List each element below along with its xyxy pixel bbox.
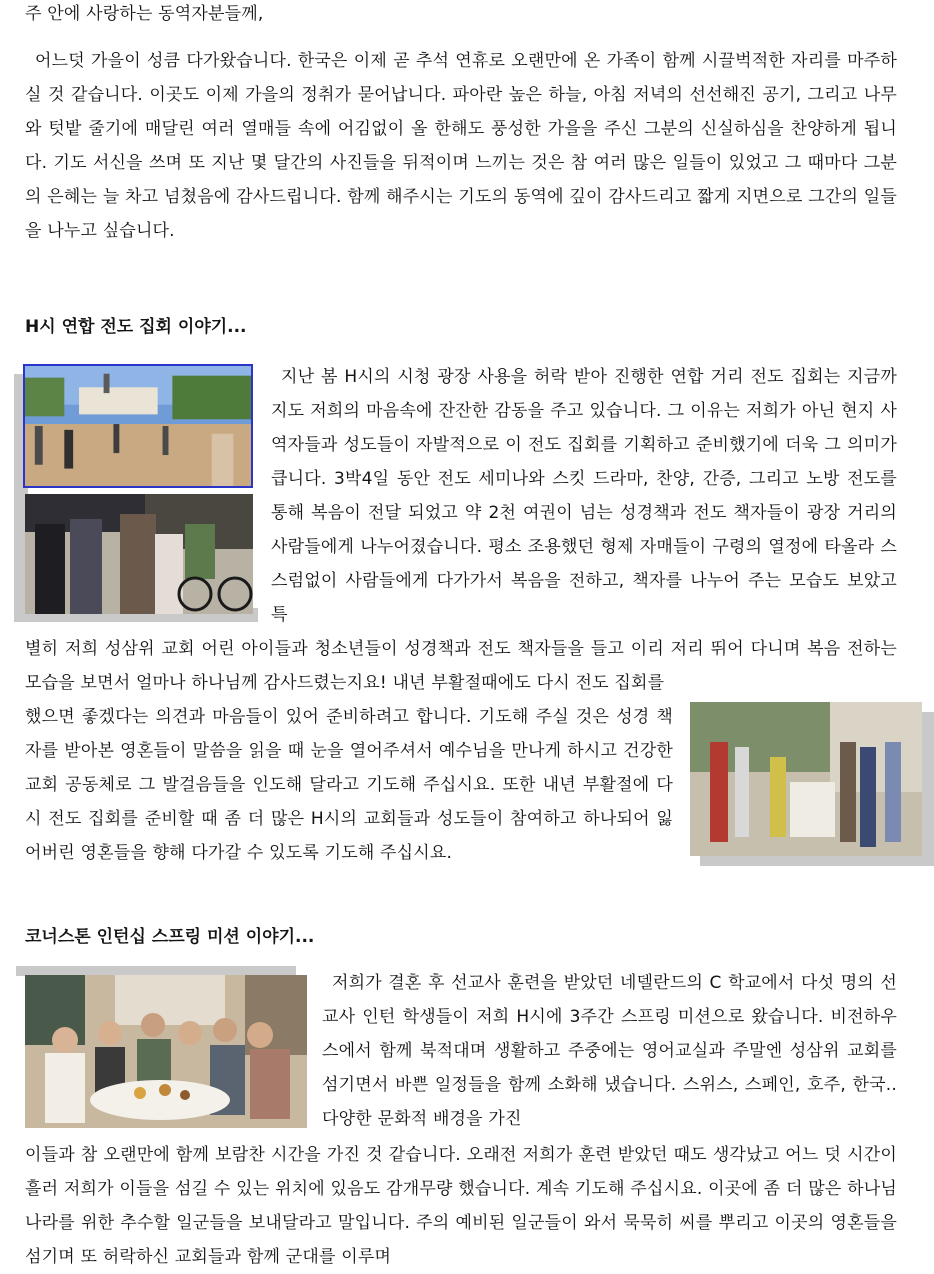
section2-paragraph-a: 저희가 결혼 후 선교사 훈련을 받았던 네델란드의 C 학교에서 다섯 명의 선교사 인턴 학생들이 저희 H시에 3주간 스프링 미션으로 왔습니다. 비전하우스에서 함께 북적대며 생활하고 주중에는 영어교실과 주말엔 성삼위 교회를 섬기면서 바쁜 일정들을 함께 소화해 냈습니다. 스위스, 스페인, 호주, 한국.. 다양한 문화적 배경을 가진 [322, 973, 897, 1129]
section-heading-internship: 코너스톤 인턴십 스프링 미션 이야기... [25, 927, 315, 947]
salutation: 주 안에 사랑하는 동역자분들께, [25, 4, 264, 24]
photo-city-square [23, 364, 253, 488]
section2-paragraph-b: 이들과 참 오랜만에 함께 보람찬 시간을 가진 것 같습니다. 오래전 저희가 훈련 받았던 때도 생각났고 어느 덧 시간이 흘러 저희가 이들을 섬길 수 있는 위치에 있음도 감개무량 했습니다. 계속 기도해 주십시요. 이곳에 좀 더 많은 하나님 나라를 위한 추수할 일군들을 보내달라고 말입니다. 주의 예비된 일군들이 와서 묵묵히 씨를 뿌리고 이곳의 영혼들을 섬기며 또 허락하신 교회들과 함께 군대를 이루며 [25, 1145, 897, 1267]
section1-paragraph-a: 지난 봄 H시의 시청 광장 사용을 허락 받아 진행한 연합 거리 전도 집회는 지금까지도 저희의 마음속에 잔잔한 감동을 주고 있습니다. 그 이유는 저희가 아닌 현지 사역자들과 성도들이 자발적으로 이 전도 집회를 기획하고 준비했기에 더욱 그 의미가 큽니다. 3박4일 동안 전도 세미나와 스킷 드라마, 찬양, 간증, 그리고 노방 전도를 통해 복음이 전달 되었고 약 2천 여권이 넘는 성경책과 전도 책자들이 광장 거리의 사람들에게 나누어졌습니다. 평소 조용했던 형제 자매들이 구령의 열정에 타올라 스스럼없이 사람들에게 다가가서 복음을 전하고, 책자를 나누어 주는 모습도 보았고 특 [271, 367, 897, 625]
photo-street-outreach [25, 494, 253, 614]
section1-paragraph-c: 했으면 좋겠다는 의견과 마음들이 있어 준비하려고 합니다. 기도해 주실 것은 성경 책자를 받아본 영혼들이 말씀을 읽을 때 눈을 열어주셔서 예수님을 만나게 하시고 건강한 교회 공동체로 그 발걸음들을 인도해 달라고 기도해 주십시요. 또한 내년 부활절에 다시 전도 집회를 준비할 때 좀 더 많은 H시의 교회들과 성도들이 참여하고 하나되어 잃어버린 영혼들을 향해 다가갈 수 있도록 기도해 주십시요. [25, 707, 673, 863]
intro-paragraph: 어느덧 가을이 성큼 다가왔습니다. 한국은 이제 곧 추석 연휴로 오랜만에 온 가족이 함께 시끌벅적한 자리를 마주하실 것 같습니다. 이곳도 이제 가을의 정취가 묻어납니다. 파아란 높은 하늘, 아침 저녁의 선선해진 공기, 그리고 나무와 텃밭 줄기에 매달린 여러 열매들 속에 어김없이 올 한해도 풍성한 가을을 주신 그분의 신실하심을 찬양하게 됩니다. 기도 서신을 쓰며 또 지난 몇 달간의 사진들을 뒤적이며 느끼는 것은 참 여러 많은 일들이 있었고 그 때마다 그분의 은혜는 늘 차고 넘쳤음에 감사드립니다. 함께 해주시는 기도의 동역에 깊이 감사드리고 짧게 지면으로 그간의 일들을 나누고 싶습니다. [25, 51, 897, 241]
section1-paragraph-b: 별히 저희 성삼위 교회 어린 아이들과 청소년들이 성경책과 전도 책자들을 들고 이리 저리 뛰어 다니며 복음 전하는 모습을 보면서 얼마나 하나님께 감사드렸는지요! 내년 부활절때에도 다시 전도 집회를 [25, 639, 897, 693]
photo-book-table [690, 702, 922, 856]
photo-shadow [920, 712, 934, 864]
photo-intern-group [25, 975, 307, 1128]
section-heading-evangelism: H시 연합 전도 집회 이야기... [25, 317, 247, 337]
